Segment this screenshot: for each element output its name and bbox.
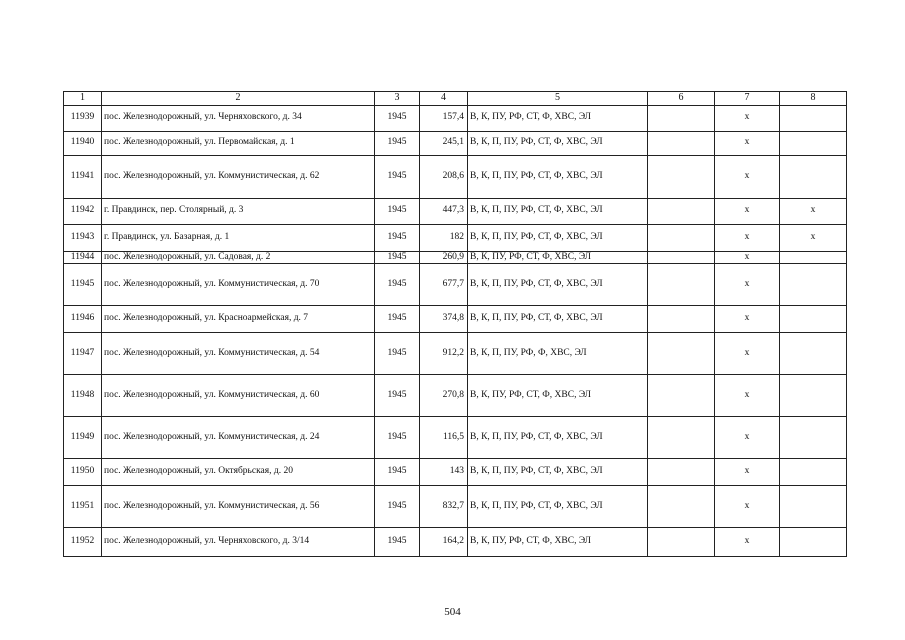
row-id: 11952 <box>64 528 102 557</box>
address-cell: пос. Железнодорожный, ул. Садовая, д. 2 <box>102 251 375 264</box>
equipment-cell: В, К, П, ПУ, РФ, СТ, Ф, ХВС, ЭЛ <box>468 224 648 251</box>
area-cell: 182 <box>420 224 468 251</box>
year-cell: 1945 <box>375 459 420 486</box>
col7-mark: х <box>715 306 780 333</box>
year-cell: 1945 <box>375 333 420 375</box>
table-row <box>64 251 847 264</box>
equipment-cell: В, К, ПУ, РФ, СТ, Ф, ХВС, ЭЛ <box>468 375 648 417</box>
col7-mark: х <box>715 105 780 131</box>
column-header: 2 <box>102 92 375 106</box>
col6-cell <box>648 131 715 155</box>
col7-mark: х <box>715 375 780 417</box>
equipment-cell: В, К, П, ПУ, РФ, СТ, Ф, ХВС, ЭЛ <box>468 264 648 306</box>
row-id: 11949 <box>64 417 102 459</box>
col6-cell <box>648 459 715 486</box>
column-header: 4 <box>420 92 468 106</box>
year-cell: 1945 <box>375 105 420 131</box>
row-id: 11944 <box>64 251 102 264</box>
col8-mark <box>780 375 847 417</box>
table-row <box>64 198 847 224</box>
row-id: 11951 <box>64 486 102 528</box>
address-cell: пос. Железнодорожный, ул. Черняховского, д. 34 <box>102 105 375 131</box>
column-header: 8 <box>780 92 847 106</box>
column-header: 5 <box>468 92 648 106</box>
col7-mark: х <box>715 198 780 224</box>
equipment-cell: В, К, ПУ, РФ, СТ, Ф, ХВС, ЭЛ <box>468 105 648 131</box>
address-cell: пос. Железнодорожный, ул. Черняховского, д. 3/14 <box>102 528 375 557</box>
equipment-cell: В, К, П, ПУ, РФ, СТ, Ф, ХВС, ЭЛ <box>468 486 648 528</box>
column-header: 1 <box>64 92 102 106</box>
table-row <box>64 375 847 417</box>
address-cell: пос. Железнодорожный, ул. Коммунистическая, д. 70 <box>102 264 375 306</box>
equipment-cell: В, К, П, ПУ, РФ, СТ, Ф, ХВС, ЭЛ <box>468 155 648 198</box>
table-row <box>64 105 847 131</box>
col7-mark: х <box>715 417 780 459</box>
col6-cell <box>648 251 715 264</box>
address-cell: пос. Железнодорожный, ул. Первомайская, д. 1 <box>102 131 375 155</box>
year-cell: 1945 <box>375 264 420 306</box>
header-row <box>64 92 847 106</box>
address-cell: пос. Железнодорожный, ул. Красноармейская, д. 7 <box>102 306 375 333</box>
col6-cell <box>648 333 715 375</box>
equipment-cell: В, К, П, ПУ, РФ, СТ, Ф, ХВС, ЭЛ <box>468 198 648 224</box>
col6-cell <box>648 528 715 557</box>
area-cell: 116,5 <box>420 417 468 459</box>
year-cell: 1945 <box>375 417 420 459</box>
address-cell: г. Правдинск, ул. Базарная, д. 1 <box>102 224 375 251</box>
equipment-cell: В, К, П, ПУ, РФ, СТ, Ф, ХВС, ЭЛ <box>468 459 648 486</box>
area-cell: 143 <box>420 459 468 486</box>
equipment-cell: В, К, ПУ, РФ, СТ, Ф, ХВС, ЭЛ <box>468 528 648 557</box>
column-header: 3 <box>375 92 420 106</box>
area-cell: 208,6 <box>420 155 468 198</box>
year-cell: 1945 <box>375 251 420 264</box>
col7-mark: х <box>715 251 780 264</box>
col6-cell <box>648 224 715 251</box>
table-row <box>64 264 847 306</box>
row-id: 11943 <box>64 224 102 251</box>
col6-cell <box>648 264 715 306</box>
table-row <box>64 306 847 333</box>
col7-mark: х <box>715 333 780 375</box>
col7-mark: х <box>715 131 780 155</box>
row-id: 11950 <box>64 459 102 486</box>
year-cell: 1945 <box>375 131 420 155</box>
col8-mark <box>780 417 847 459</box>
col8-mark <box>780 333 847 375</box>
col6-cell <box>648 375 715 417</box>
col6-cell <box>648 105 715 131</box>
area-cell: 270,8 <box>420 375 468 417</box>
row-id: 11948 <box>64 375 102 417</box>
col6-cell <box>648 306 715 333</box>
col6-cell <box>648 198 715 224</box>
address-cell: пос. Железнодорожный, ул. Коммунистическая, д. 60 <box>102 375 375 417</box>
address-cell: г. Правдинск, пер. Столярный, д. 3 <box>102 198 375 224</box>
col8-mark <box>780 155 847 198</box>
col8-mark <box>780 131 847 155</box>
area-cell: 832,7 <box>420 486 468 528</box>
year-cell: 1945 <box>375 486 420 528</box>
area-cell: 164,2 <box>420 528 468 557</box>
area-cell: 374,8 <box>420 306 468 333</box>
col7-mark: х <box>715 264 780 306</box>
col7-mark: х <box>715 528 780 557</box>
row-id: 11947 <box>64 333 102 375</box>
equipment-cell: В, К, П, ПУ, РФ, СТ, Ф, ХВС, ЭЛ <box>468 131 648 155</box>
registry-table <box>63 91 847 557</box>
col6-cell <box>648 486 715 528</box>
equipment-cell: В, К, ПУ, РФ, СТ, Ф, ХВС, ЭЛ <box>468 251 648 264</box>
table-row <box>64 486 847 528</box>
page-number: 504 <box>444 606 461 618</box>
row-id: 11942 <box>64 198 102 224</box>
col8-mark <box>780 105 847 131</box>
table-row <box>64 333 847 375</box>
area-cell: 447,3 <box>420 198 468 224</box>
col7-mark: х <box>715 155 780 198</box>
col7-mark: х <box>715 224 780 251</box>
table-row <box>64 155 847 198</box>
year-cell: 1945 <box>375 528 420 557</box>
area-cell: 260,9 <box>420 251 468 264</box>
col7-mark: х <box>715 486 780 528</box>
area-cell: 912,2 <box>420 333 468 375</box>
equipment-cell: В, К, П, ПУ, РФ, СТ, Ф, ХВС, ЭЛ <box>468 417 648 459</box>
address-cell: пос. Железнодорожный, ул. Октябрьская, д. 20 <box>102 459 375 486</box>
table-row <box>64 224 847 251</box>
col8-mark: х <box>780 198 847 224</box>
col6-cell <box>648 417 715 459</box>
year-cell: 1945 <box>375 375 420 417</box>
col7-mark: х <box>715 459 780 486</box>
address-cell: пос. Железнодорожный, ул. Коммунистическая, д. 62 <box>102 155 375 198</box>
equipment-cell: В, К, П, ПУ, РФ, СТ, Ф, ХВС, ЭЛ <box>468 306 648 333</box>
col8-mark <box>780 528 847 557</box>
area-cell: 677,7 <box>420 264 468 306</box>
table-row <box>64 131 847 155</box>
address-cell: пос. Железнодорожный, ул. Коммунистическая, д. 24 <box>102 417 375 459</box>
area-cell: 245,1 <box>420 131 468 155</box>
year-cell: 1945 <box>375 155 420 198</box>
row-id: 11941 <box>64 155 102 198</box>
col8-mark <box>780 459 847 486</box>
area-cell: 157,4 <box>420 105 468 131</box>
table-body <box>64 105 847 557</box>
col8-mark <box>780 264 847 306</box>
col8-mark <box>780 306 847 333</box>
col6-cell <box>648 155 715 198</box>
col8-mark <box>780 251 847 264</box>
address-cell: пос. Железнодорожный, ул. Коммунистическая, д. 56 <box>102 486 375 528</box>
row-id: 11946 <box>64 306 102 333</box>
address-cell: пос. Железнодорожный, ул. Коммунистическая, д. 54 <box>102 333 375 375</box>
equipment-cell: В, К, П, ПУ, РФ, Ф, ХВС, ЭЛ <box>468 333 648 375</box>
row-id: 11940 <box>64 131 102 155</box>
year-cell: 1945 <box>375 306 420 333</box>
year-cell: 1945 <box>375 198 420 224</box>
year-cell: 1945 <box>375 224 420 251</box>
table-row <box>64 528 847 557</box>
row-id: 11945 <box>64 264 102 306</box>
column-header: 6 <box>648 92 715 106</box>
col8-mark <box>780 486 847 528</box>
col8-mark: х <box>780 224 847 251</box>
column-header: 7 <box>715 92 780 106</box>
table-row <box>64 417 847 459</box>
row-id: 11939 <box>64 105 102 131</box>
table-row <box>64 459 847 486</box>
